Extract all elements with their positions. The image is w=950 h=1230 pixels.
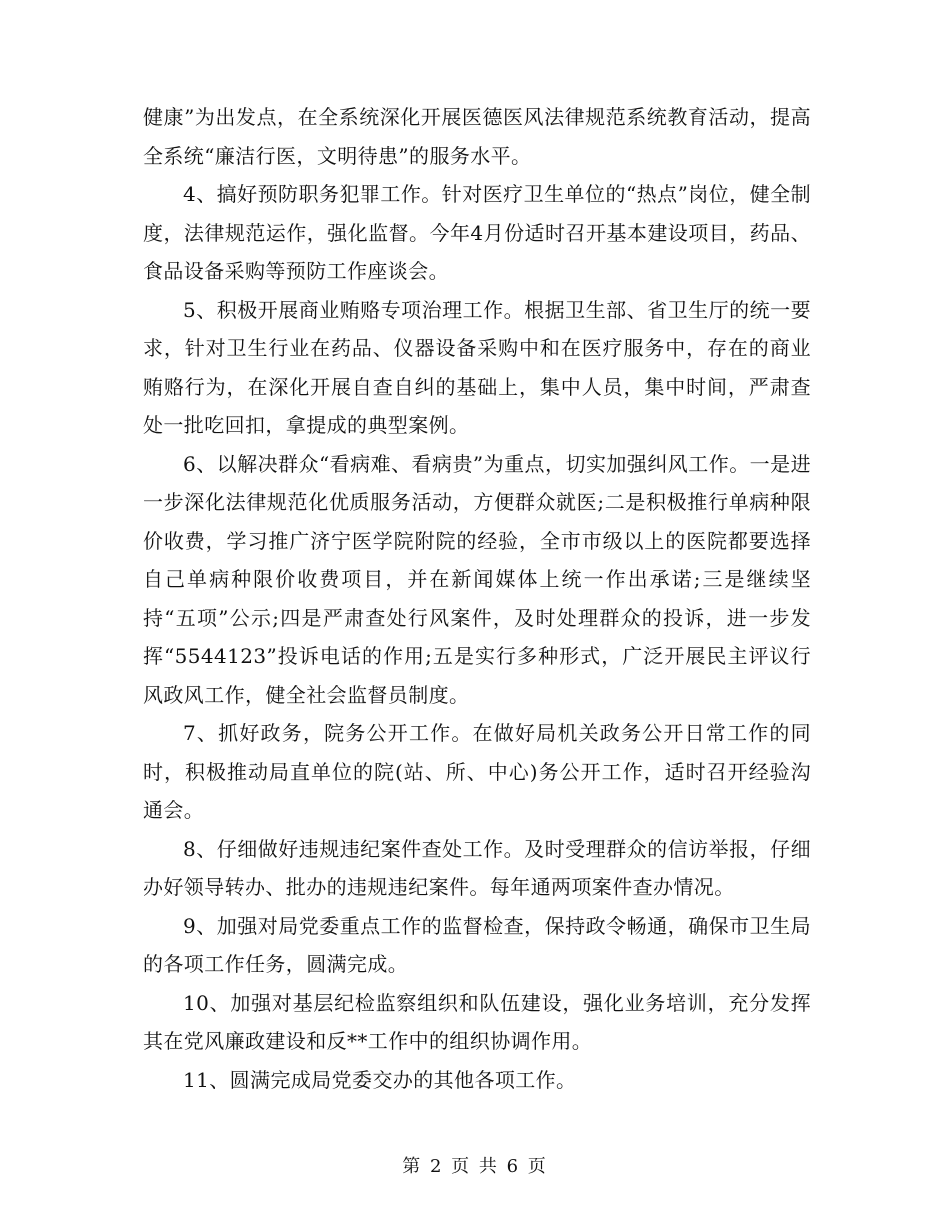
- paragraph: 7、抓好政务，院务公开工作。在做好局机关政务公开日常工作的同时，积极推动局直单位的院(站、所、中心)务公开工作，适时召开经验沟通会。: [143, 721, 811, 822]
- paragraph: 9、加强对局党委重点工作的监督检查，保持政令畅通，确保市卫生局的各项工作任务，圆满完成。: [143, 913, 811, 976]
- paragraph: 5、积极开展商业贿赂专项治理工作。根据卫生部、省卫生厅的统一要求，针对卫生行业在药品、仪器设备采购中和在医疗服务中，存在的商业贿赂行为，在深化开展自查自纠的基础上，集中人员，集中时间，严肃查处一批吃回扣，拿提成的典型案例。: [143, 297, 811, 437]
- paragraph: 6、以解决群众“看病难、看病贵”为重点，切实加强纠风工作。一是进一步深化法律规范化优质服务活动，方便群众就医;二是积极推行单病种限价收费，学习推广济宁医学院附院的经验，全市市级以上的医院都要选择自己单病种限价收费项目，并在新闻媒体上统一作出承诺;三是继续坚持“五项”公示;四是严肃查处行风案件，及时处理群众的投诉，进一步发挥“5544123”投诉电话的作用;五是实行多种形式，广泛开展民主评议行风政风工作，健全社会监督员制度。: [143, 451, 811, 707]
- paragraph: 10、加强对基层纪检监察组织和队伍建设，强化业务培训，充分发挥其在党风廉政建设和反**工作中的组织协调作用。: [143, 990, 811, 1053]
- document-body: [143, 98, 811, 1099]
- page-footer: 第 2 页 共 6 页: [402, 1156, 548, 1177]
- paragraph: 4、搞好预防职务犯罪工作。针对医疗卫生单位的“热点”岗位，健全制度，法律规范运作，强化监督。今年4月份适时召开基本建设项目，药品、食品设备采购等预防工作座谈会。: [143, 182, 811, 283]
- paragraph: 健康”为出发点，在全系统深化开展医德医风法律规范系统教育活动，提高全系统“廉洁行医，文明待患”的服务水平。: [143, 105, 811, 168]
- paragraph: 8、仔细做好违规违纪案件查处工作。及时受理群众的信访举报，仔细办好领导转办、批办的违规违纪案件。每年通两项案件查办情况。: [143, 836, 811, 899]
- paragraph: 11、圆满完成局党委交办的其他各项工作。: [183, 1067, 577, 1092]
